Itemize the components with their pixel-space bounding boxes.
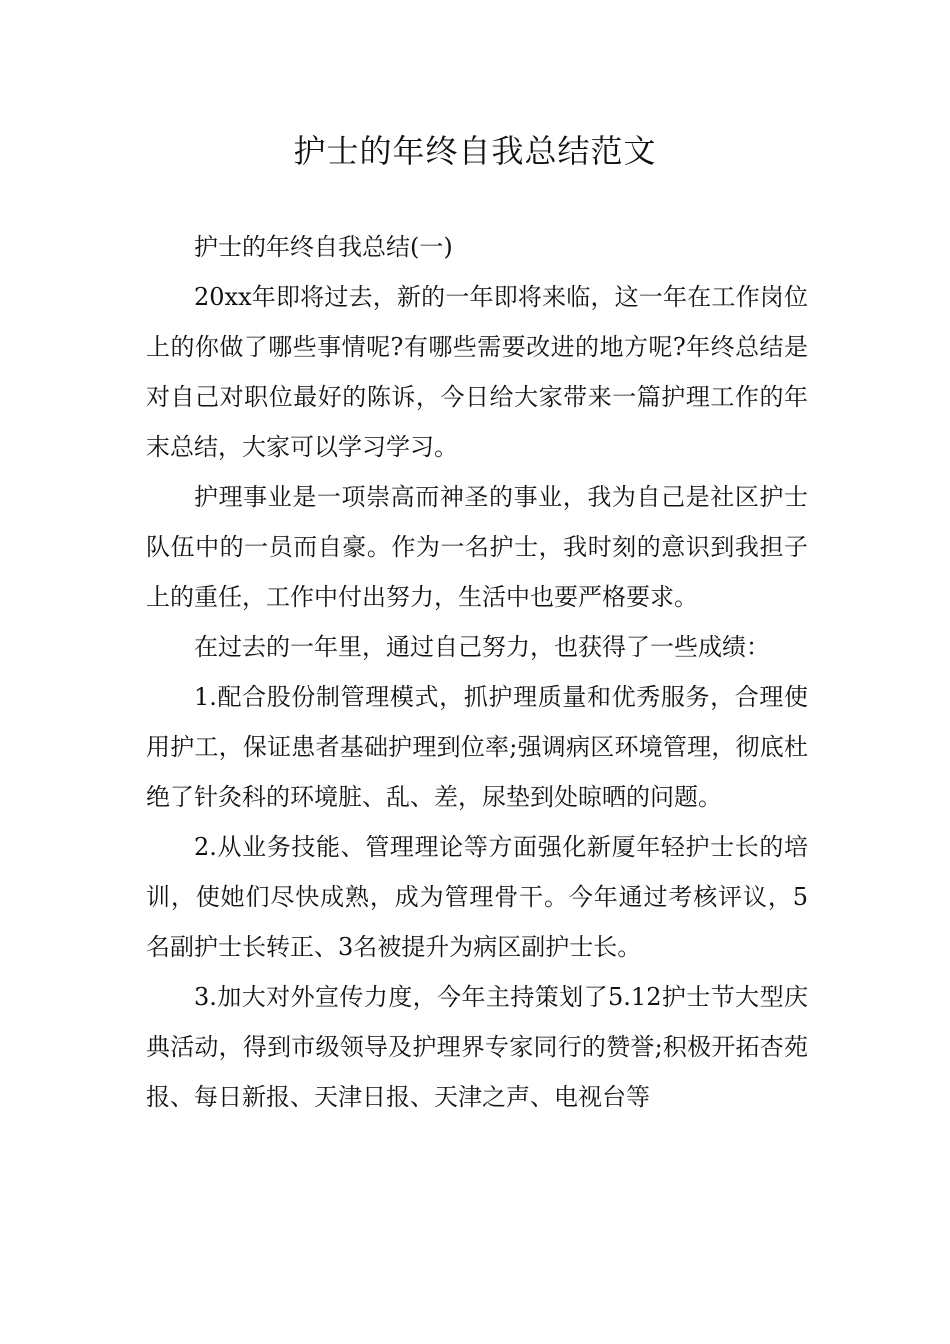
document-body [146, 222, 808, 1122]
section-heading: 护士的年终自我总结(一) [194, 233, 453, 261]
paragraph-intro: 20xx年即将过去，新的一年即将来临，这一年在工作岗位上的你做了哪些事情呢?有哪些需要改进的地方呢?年终总结是对自己对职位最好的陈诉，今日给大家带来一篇护理工作的年末总结，大家可以学习学习。 [146, 283, 808, 461]
paragraph-career: 护理事业是一项崇高而神圣的事业，我为自己是社区护士队伍中的一员而自豪。作为一名护士，我时刻的意识到我担子上的重任，工作中付出努力，生活中也要严格要求。 [146, 483, 808, 611]
paragraph-item-2: 2.从业务技能、管理理论等方面强化新厦年轻护士长的培训，使她们尽快成熟，成为管理骨干。今年通过考核评议，5名副护士长转正、3名被提升为病区副护士长。 [146, 833, 808, 961]
paragraph-achievements-lead: 在过去的一年里，通过自己努力，也获得了一些成绩： [194, 633, 770, 661]
paragraph-item-1: 1.配合股份制管理模式，抓护理质量和优秀服务，合理使用护工，保证患者基础护理到位率;强调病区环境管理，彻底杜绝了针灸科的环境脏、乱、差，尿垫到处晾晒的问题。 [146, 683, 808, 811]
document-title: 护士的年终自我总结范文 [293, 132, 657, 170]
paragraph-item-3: 3.加大对外宣传力度，今年主持策划了5.12护士节大型庆典活动，得到市级领导及护理界专家同行的赞誉;积极开拓杏苑报、每日新报、天津日报、天津之声、电视台等 [146, 983, 808, 1111]
